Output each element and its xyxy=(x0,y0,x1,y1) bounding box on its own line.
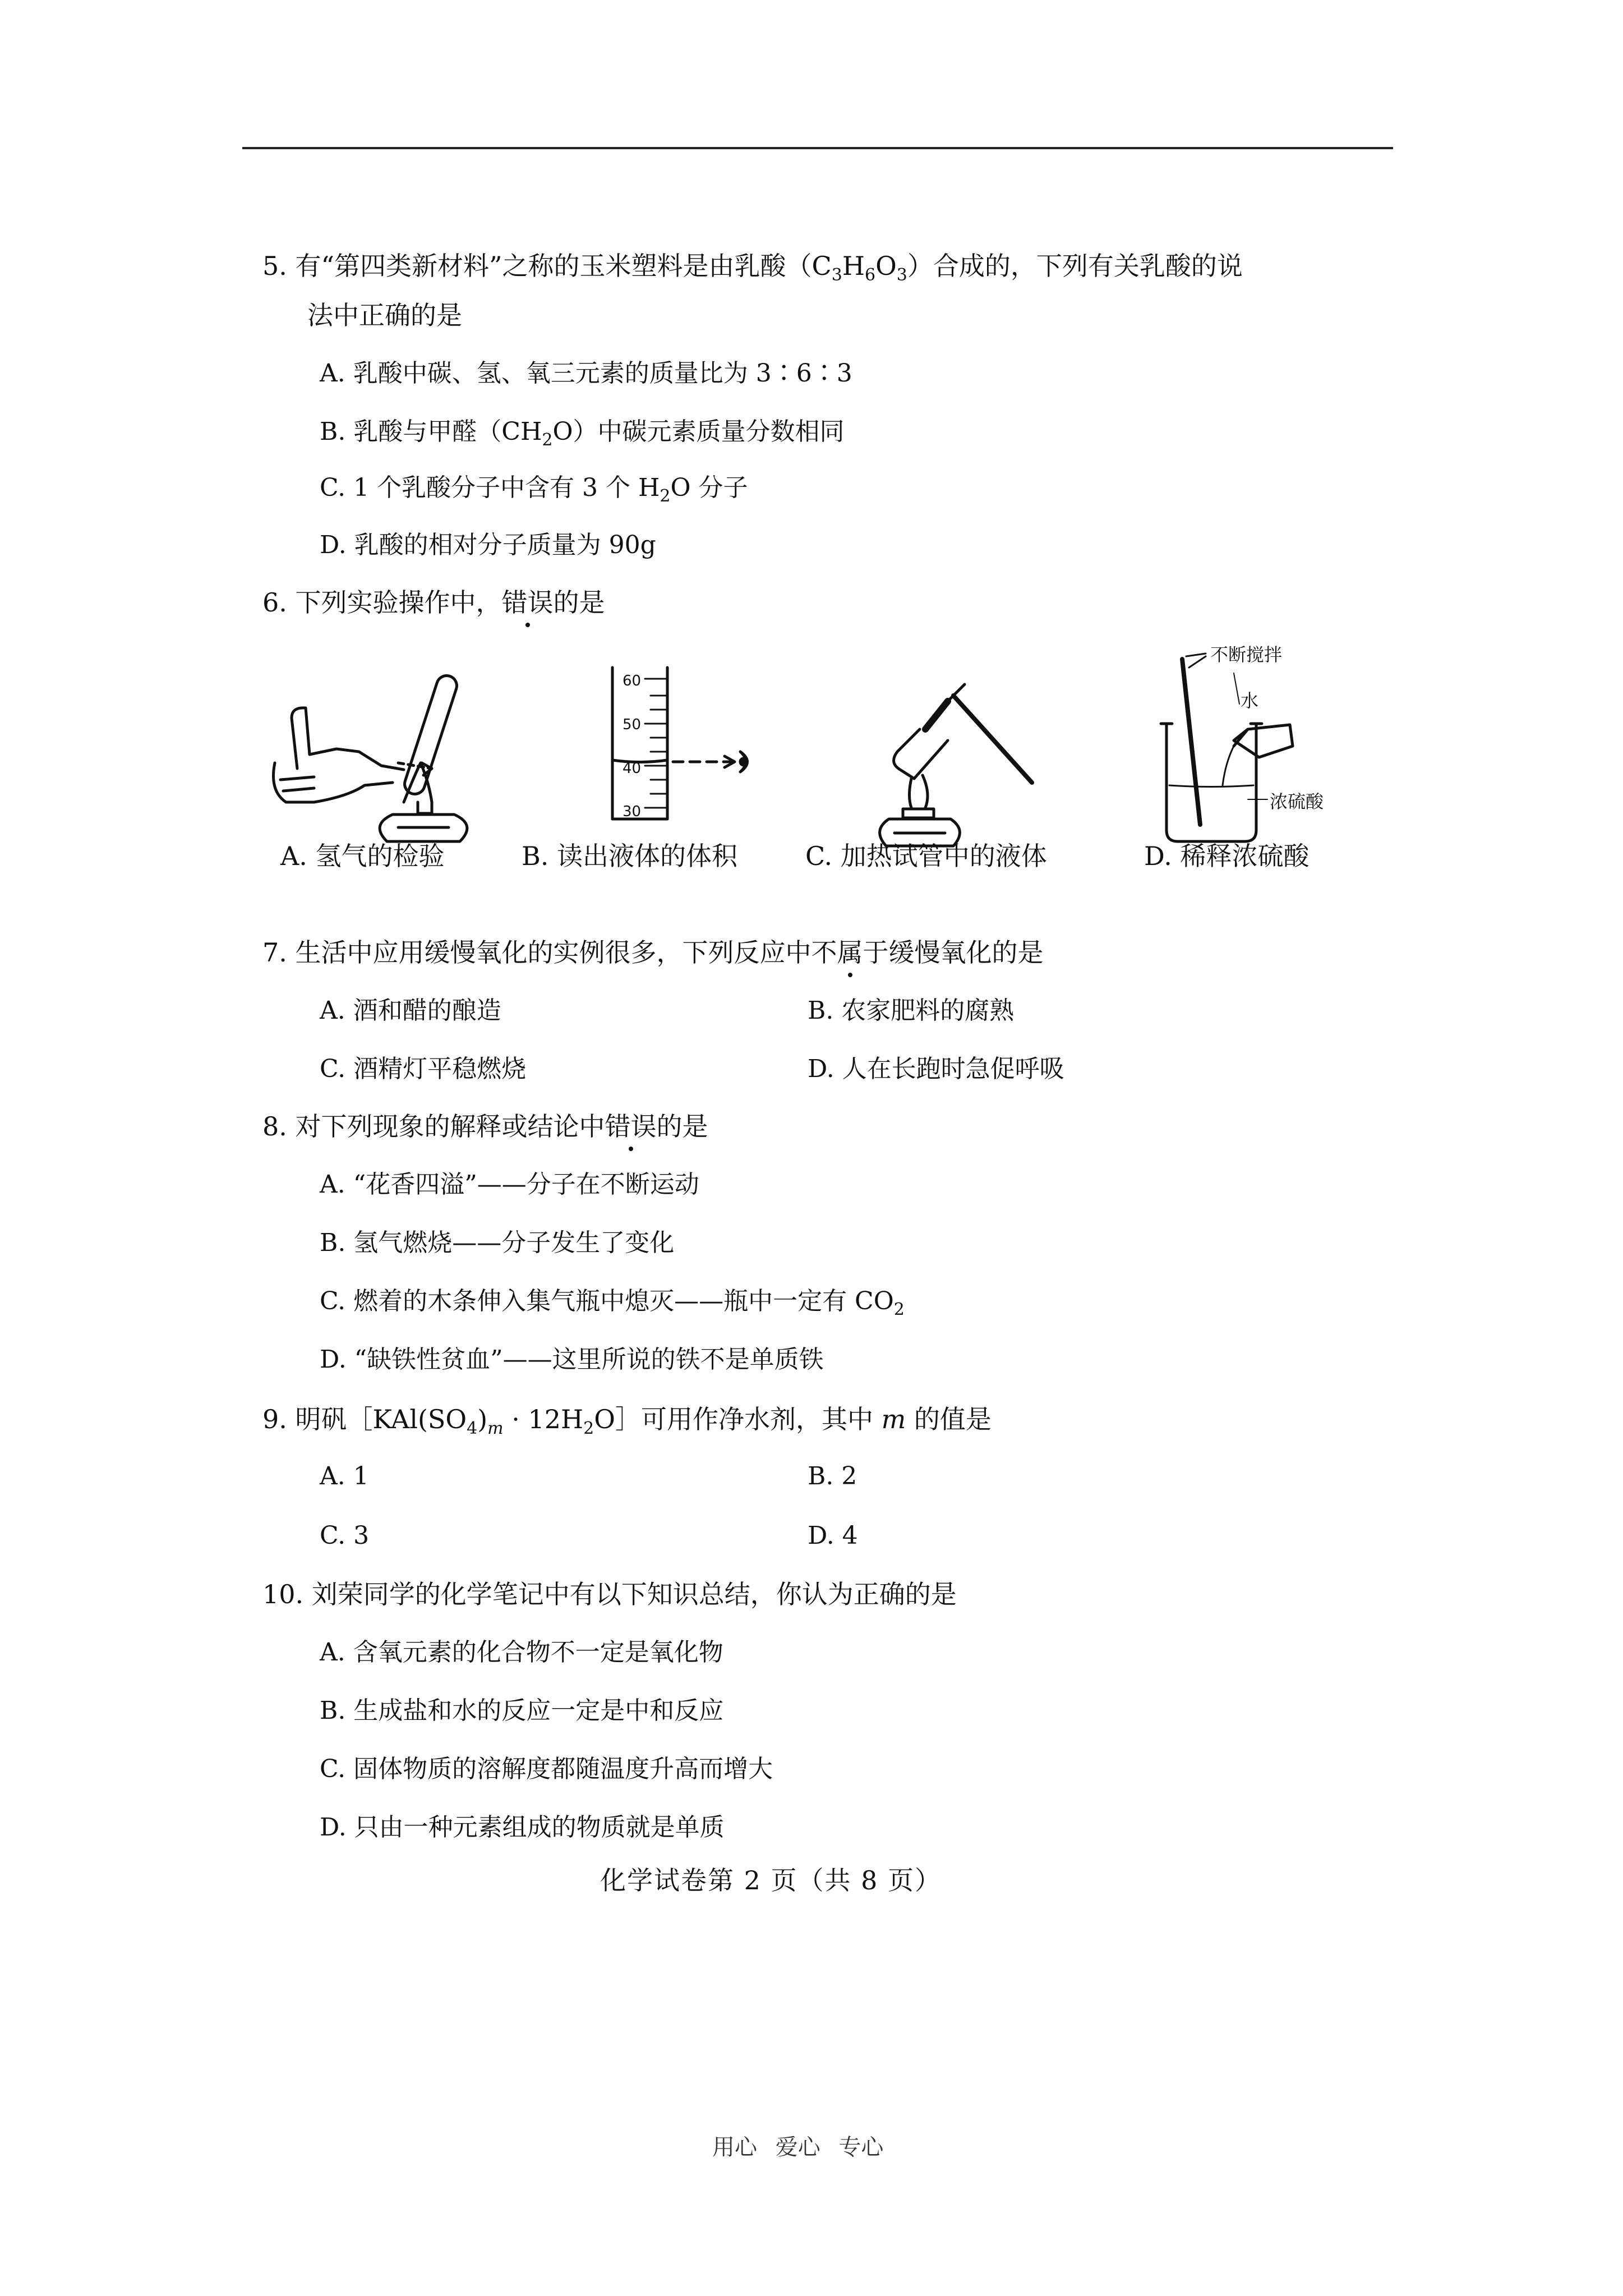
label-water: 水 xyxy=(1241,690,1259,711)
question-7-option-b: B. 农家肥料的腐熟 xyxy=(808,996,1015,1025)
question-7-stem: 7. 生活中应用缓慢氧化的实例很多，下列反应中不属于缓慢氧化的是 xyxy=(262,936,1044,969)
question-10-option-c: C. 固体物质的溶解度都随温度升高而增大 xyxy=(320,1755,773,1783)
question-6-stem: 6. 下列实验操作中，错误的是 xyxy=(262,586,605,619)
question-7-option-d: D. 人在长跑时急促呼吸 xyxy=(808,1055,1064,1083)
question-7-option-a: A. 酒和醋的酿造 xyxy=(320,996,501,1025)
question-9-option-c: C. 3 xyxy=(320,1521,370,1550)
question-10-option-b: B. 生成盐和水的反应一定是中和反应 xyxy=(320,1696,724,1725)
question-9-option-b: B. 2 xyxy=(808,1462,857,1490)
question-8-option-a: A. “花香四溢”——分子在不断运动 xyxy=(320,1170,699,1199)
caption-d: D. 稀释浓硫酸 xyxy=(1144,841,1310,871)
question-5-option-b: B. 乳酸与甲醛$(CH_2O)$中碳元素质量分数相同 xyxy=(320,417,845,450)
question-8-option-b: B. 氢气燃烧——分子发生了变化 xyxy=(320,1228,675,1257)
question-5-option-d: D. 乳酸的相对分子质量为 90g xyxy=(320,531,656,559)
question-8-stem: 8. 对下列现象的解释或结论中错误的是 xyxy=(262,1110,708,1143)
bottom-slogan: 用心 爱心 专心 xyxy=(712,2134,884,2160)
figure-a-hydrogen-test xyxy=(274,673,467,841)
emphasis-dots: 不属于 xyxy=(811,936,889,969)
figure-c-heating-tube xyxy=(880,684,1032,846)
figure-b-cylinder-reading xyxy=(612,668,748,819)
question-5-stem-line1: 5. 有“第四类新材料”之称的玉米塑料是由乳酸$(C_3H_6O_3)$合成的，下列有关乳酸的说 xyxy=(262,251,1243,285)
header-rule xyxy=(242,147,1393,149)
question-9-stem: 9. 明矾$[KAl(SO_4)_m$ · $12H_2O]$可用作净水剂，其中 m 的值是 xyxy=(262,1404,992,1438)
question-7-option-c: C. 酒精灯平稳燃烧 xyxy=(320,1055,527,1083)
question-8-option-d: D. “缺铁性贫血”——这里所说的铁不是单质铁 xyxy=(320,1345,824,1374)
page-footer: 化学试卷第 2 页（共 8 页） xyxy=(600,1865,942,1895)
emphasis-dots: 错误 xyxy=(502,586,554,619)
tick-label-50: 50 xyxy=(623,716,642,733)
question-5-option-c: C. 1 个乳酸分子中含有 3 个 $H_2O$ 分子 xyxy=(320,473,748,506)
caption-b: B. 读出液体的体积 xyxy=(522,841,738,871)
label-acid: 浓硫酸 xyxy=(1270,791,1324,812)
question-10-option-d: D. 只由一种元素组成的物质就是单质 xyxy=(320,1813,725,1842)
label-stir: 不断搅拌 xyxy=(1210,644,1283,665)
question-8-option-c: C. 燃着的木条伸入集气瓶中熄灭——瓶中一定有 $CO_2$ xyxy=(320,1287,905,1319)
question-9-option-a: A. 1 xyxy=(320,1462,369,1490)
question-9-option-d: D. 4 xyxy=(808,1521,858,1550)
question-5-option-a: A. 乳酸中碳、氢、氧三元素的质量比为 3∶6∶3 xyxy=(320,359,852,388)
figure-d-dilution xyxy=(1161,654,1293,841)
caption-c: C. 加热试管中的液体 xyxy=(805,841,1047,871)
question-5-stem-line2: 法中正确的是 xyxy=(307,300,462,330)
question-10-stem: 10. 刘荣同学的化学笔记中有以下知识总结，你认为正确的是 xyxy=(262,1579,957,1609)
tick-label-30: 30 xyxy=(623,803,642,820)
caption-a: A. 氢气的检验 xyxy=(280,841,445,871)
emphasis-dots: 错误 xyxy=(605,1110,657,1143)
tick-label-60: 60 xyxy=(623,673,642,689)
question-10-option-a: A. 含氧元素的化合物不一定是氧化物 xyxy=(320,1638,723,1667)
tick-label-40: 40 xyxy=(623,760,642,777)
